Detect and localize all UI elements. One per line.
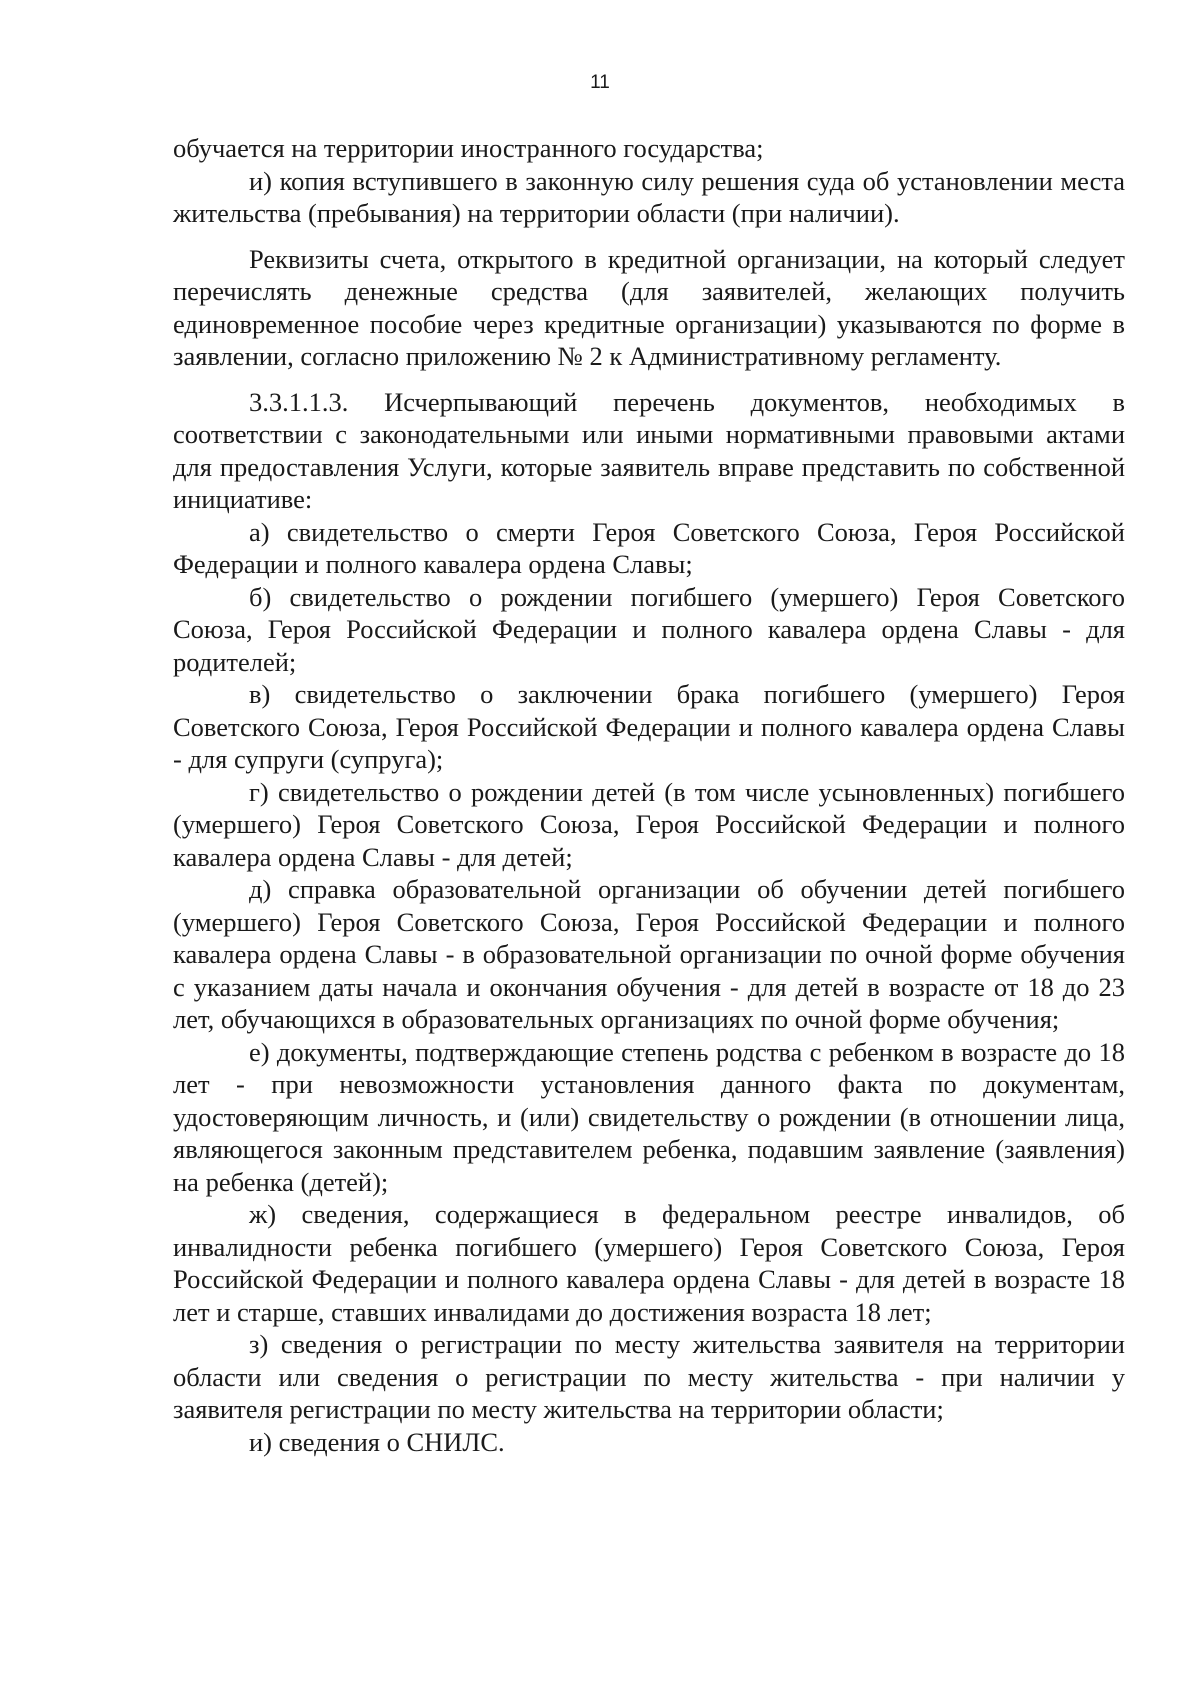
paragraph-item-i-snils: и) сведения о СНИЛС. — [249, 1426, 505, 1457]
page-number: 11 — [590, 72, 610, 93]
paragraph-item-v: в) свидетельство о заключении брака погибшего (умершего) Героя Советского Союза, Героя Российской Федерации и полного кавалера ордена Славы - для супруги (супруга); — [173, 679, 1125, 774]
document-body — [173, 132, 1125, 1458]
paragraph-item-zh: ж) сведения, содержащиеся в федеральном реестре инвалидов, об инвалидности ребенка погибшего (умершего) Героя Советского Союза, Героя Российской Федерации и полного кавалера ордена Славы - для детей в возрасте 18 лет и старше, ставших инвалидами до достижения возраста 18 лет; — [173, 1199, 1125, 1327]
paragraph-item-i-court-decision: и) копия вступившего в законную силу решения суда об установлении места жительства (пребывания) на территории области (при наличии). — [173, 165, 1125, 228]
paragraph-continued-foreign-study: обучается на территории иностранного государства; — [173, 133, 764, 163]
paragraph-item-z: з) сведения о регистрации по месту жительства заявителя на территории области или сведения о регистрации по месту жительства - при наличии у заявителя регистрации по месту жительства на территории области; — [173, 1329, 1125, 1424]
paragraph-item-a: а) свидетельство о смерти Героя Советского Союза, Героя Российской Федерации и полного кавалера ордена Славы; — [173, 516, 1125, 579]
paragraph-bank-account-details: Реквизиты счета, открытого в кредитной организации, на который следует перечислять денежные средства (для заявителей, желающих получить единовременное пособие через кредитные организации) указываются по форме в заявлении, согласно приложению № 2 к Административному регламенту. — [173, 243, 1125, 371]
paragraph-section-3-3-1-1-3: 3.3.1.1.3. Исчерпывающий перечень документов, необходимых в соответствии с законодательными или иными нормативными правовыми актами для предоставления Услуги, которые заявитель вправе представить по собственной инициативе: — [173, 386, 1125, 514]
paragraph-item-b: б) свидетельство о рождении погибшего (умершего) Героя Советского Союза, Героя Российской Федерации и полного кавалера ордена Славы - для родителей; — [173, 581, 1125, 677]
paragraph-item-g: г) свидетельство о рождении детей (в том числе усыновленных) погибшего (умершего) Героя Советского Союза, Героя Российской Федерации и полного кавалера ордена Славы - для детей; — [173, 776, 1125, 872]
paragraph-item-e: е) документы, подтверждающие степень родства с ребенком в возрасте до 18 лет - при невозможности установления данного факта по документам, удостоверяющим личность, и (или) свидетельству о рождении (в отношении лица, являющегося законным представителем ребенка, подавшим заявление (заявления) на ребенка (детей); — [173, 1036, 1125, 1197]
paragraph-item-d: д) справка образовательной организации об обучении детей погибшего (умершего) Героя Советского Союза, Героя Российской Федерации и полного кавалера ордена Славы - в образовательной организации по очной форме обучения с указанием даты начала и окончания обучения - для детей в возрасте от 18 до 23 лет, обучающихся в образовательных организациях по очной форме обучения; — [173, 874, 1125, 1034]
